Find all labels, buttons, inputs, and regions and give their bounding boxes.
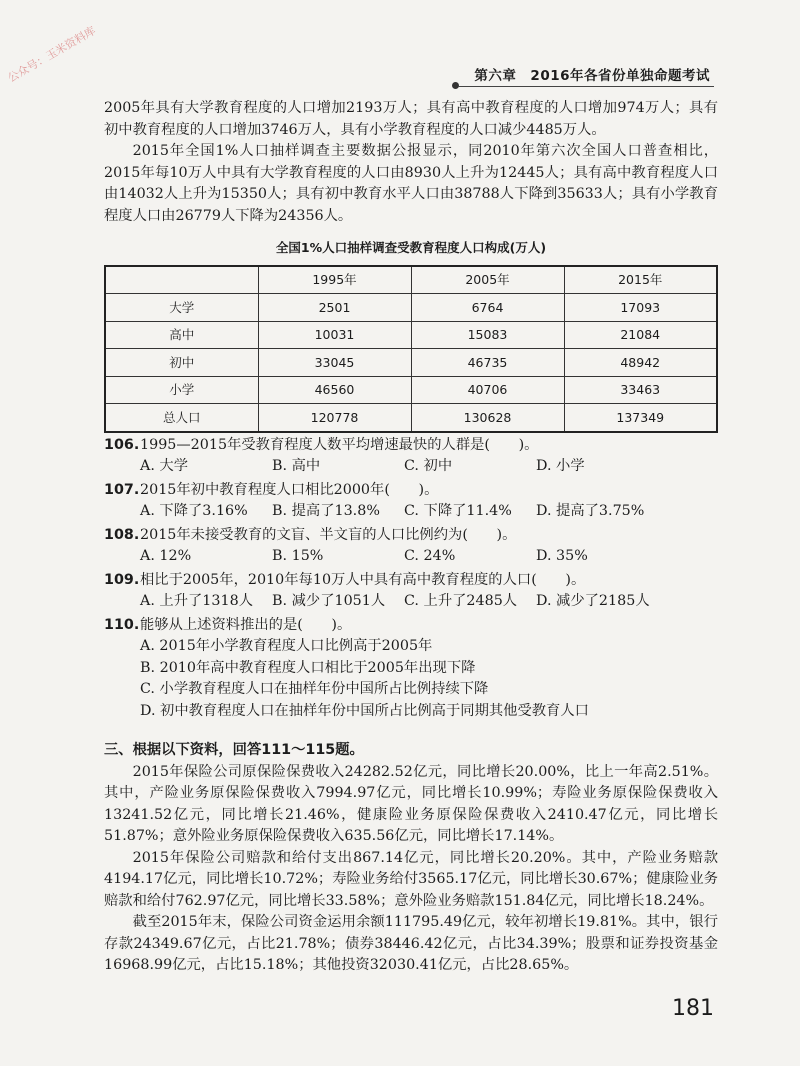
paragraph-5: 截至2015年末，保险公司资金运用余额111795.49亿元，较年初增长19.81%。其中，银行存款24349.67亿元，占比21.78%；债券38446.42亿元，占比34.39%；股票和证券投资基金16968.99亿元，占比15.18%；其他投资32030.41亿元，占比28.65%。 bbox=[104, 914, 718, 973]
table-title: 全国1%人口抽样调查受教育程度人口构成(万人) bbox=[275, 240, 547, 255]
table-row bbox=[105, 349, 717, 377]
table-cell: 46560 bbox=[258, 376, 411, 404]
option-d: D. 初中教育程度人口在抽样年份中国所占比例高于同期其他受教育人口 bbox=[140, 702, 589, 719]
header-rule bbox=[458, 86, 714, 87]
option-d: D. 提高了3.75% bbox=[536, 503, 645, 519]
question-stem: 能够从上述资料推出的是( )。 bbox=[140, 616, 352, 633]
option-a: A. 下降了3.16% bbox=[140, 503, 248, 519]
question-stem: 2015年初中教育程度人口相比2000年( )。 bbox=[140, 481, 439, 498]
question-stem: 相比于2005年，2010年每10万人中具有高中教育程度的人口( )。 bbox=[140, 571, 586, 588]
question-number: 108. bbox=[104, 526, 140, 543]
education-table bbox=[104, 265, 718, 433]
option-a: A. 12% bbox=[140, 548, 192, 564]
table-cell: 17093 bbox=[564, 294, 717, 322]
question-stem: 2015年未接受教育的文盲、半文盲的人口比例约为( )。 bbox=[140, 526, 517, 543]
paragraph-2: 2015年全国1%人口抽样调查主要数据公报显示，同2010年第六次全国人口普查相比，2015年每10万人中具有大学教育程度的人口由8930人上升为12445人；具有高中教育程度人口由14032人上升为15350人；具有初中教育水平人口由38788人下降到35633人；具有小学教育程度人口由26779人下降为24356人。 bbox=[104, 143, 718, 224]
question-stem: 1995—2015年受教育程度人数平均增速最快的人群是( )。 bbox=[140, 436, 539, 453]
table-cell: 10031 bbox=[258, 321, 411, 349]
table-cell: 130628 bbox=[411, 404, 564, 432]
table-cell: 初中 bbox=[105, 349, 258, 377]
option-c: C. 下降了11.4% bbox=[404, 503, 512, 519]
table-cell: 总人口 bbox=[105, 404, 258, 432]
option-c: C. 上升了2485人 bbox=[404, 593, 518, 609]
option-b: B. 高中 bbox=[272, 458, 321, 474]
table-cell: 15083 bbox=[411, 321, 564, 349]
table-cell: 33463 bbox=[564, 376, 717, 404]
table-cell: 33045 bbox=[258, 349, 411, 377]
option-b: B. 提高了13.8% bbox=[272, 503, 380, 519]
paragraph-4: 2015年保险公司赔款和给付支出867.14亿元，同比增长20.20%。其中，产险业务赔款4194.17亿元，同比增长10.72%；寿险业务给付3565.17亿元，同比增长30.67%；健康险业务赔款和给付762.97亿元，同比增长33.58%；意外险业务赔款151.84亿元，同比增长18.24%。 bbox=[104, 849, 718, 909]
option-a: A. 大学 bbox=[140, 458, 189, 474]
table-cell: 40706 bbox=[411, 376, 564, 404]
paragraph-3: 2015年保险公司原保险保费收入24282.52亿元，同比增长20.00%，比上一年高2.51%。其中，产险业务原保险保费收入7994.97亿元，同比增长10.99%；寿险业务原保险保费收入13241.52亿元，同比增长21.46%，健康险业务原保险保费收入2410.47亿元，同比增长51.87%；意外险业务原保险保费收入635.56亿元，同比增长17.14%。 bbox=[104, 763, 718, 844]
running-header: 第六章 2016年各省份单独命题考试 bbox=[474, 68, 710, 84]
option-d: D. 小学 bbox=[536, 458, 585, 474]
table-header-row bbox=[105, 266, 717, 294]
table-cell: 大学 bbox=[105, 294, 258, 322]
table-header-cell: 2005年 bbox=[411, 266, 564, 294]
table-cell: 48942 bbox=[564, 349, 717, 377]
paragraph-1: 2005年具有大学教育程度的人口增加2193万人；具有高中教育程度的人口增加974万人；具有初中教育程度的人口增加3746万人，具有小学教育程度的人口减少4485万人。 bbox=[104, 100, 718, 138]
section-heading: 三、根据以下资料，回答111～115题。 bbox=[104, 742, 364, 758]
question-number: 110. bbox=[104, 616, 140, 633]
table-row bbox=[105, 376, 717, 404]
table-header-cell bbox=[105, 266, 258, 294]
question-number: 107. bbox=[104, 481, 140, 498]
option-c: C. 初中 bbox=[404, 458, 453, 474]
table-cell: 高中 bbox=[105, 321, 258, 349]
option-b: B. 2010年高中教育程度人口相比于2005年出现下降 bbox=[140, 659, 476, 676]
option-d: D. 35% bbox=[536, 548, 588, 564]
page-content bbox=[104, 98, 718, 977]
question-number: 106. bbox=[104, 436, 140, 453]
option-b: B. 15% bbox=[272, 548, 324, 564]
table-cell: 小学 bbox=[105, 376, 258, 404]
page-number: 181 bbox=[672, 996, 714, 1021]
option-a: A. 上升了1318人 bbox=[140, 593, 253, 609]
table-cell: 6764 bbox=[411, 294, 564, 322]
table-cell: 21084 bbox=[564, 321, 717, 349]
question-109 bbox=[104, 570, 718, 613]
option-c: C. 小学教育程度人口在抽样年份中国所占比例持续下降 bbox=[140, 681, 489, 697]
table-row bbox=[105, 404, 717, 432]
table-cell: 137349 bbox=[564, 404, 717, 432]
table-row bbox=[105, 294, 717, 322]
option-c: C. 24% bbox=[404, 548, 456, 564]
table-row bbox=[105, 321, 717, 349]
question-106 bbox=[104, 435, 718, 478]
option-b: B. 减少了1051人 bbox=[272, 593, 386, 609]
table-cell: 46735 bbox=[411, 349, 564, 377]
question-107 bbox=[104, 480, 718, 523]
option-d: D. 减少了2185人 bbox=[536, 593, 650, 609]
watermark: 公众号：玉米资料库 bbox=[5, 24, 98, 85]
table-cell: 2501 bbox=[258, 294, 411, 322]
question-110 bbox=[104, 615, 718, 723]
table-cell: 120778 bbox=[258, 404, 411, 432]
table-header-cell: 2015年 bbox=[564, 266, 717, 294]
question-108 bbox=[104, 525, 718, 568]
option-a: A. 2015年小学教育程度人口比例高于2005年 bbox=[140, 638, 433, 654]
table-header-cell: 1995年 bbox=[258, 266, 411, 294]
question-number: 109. bbox=[104, 571, 140, 588]
